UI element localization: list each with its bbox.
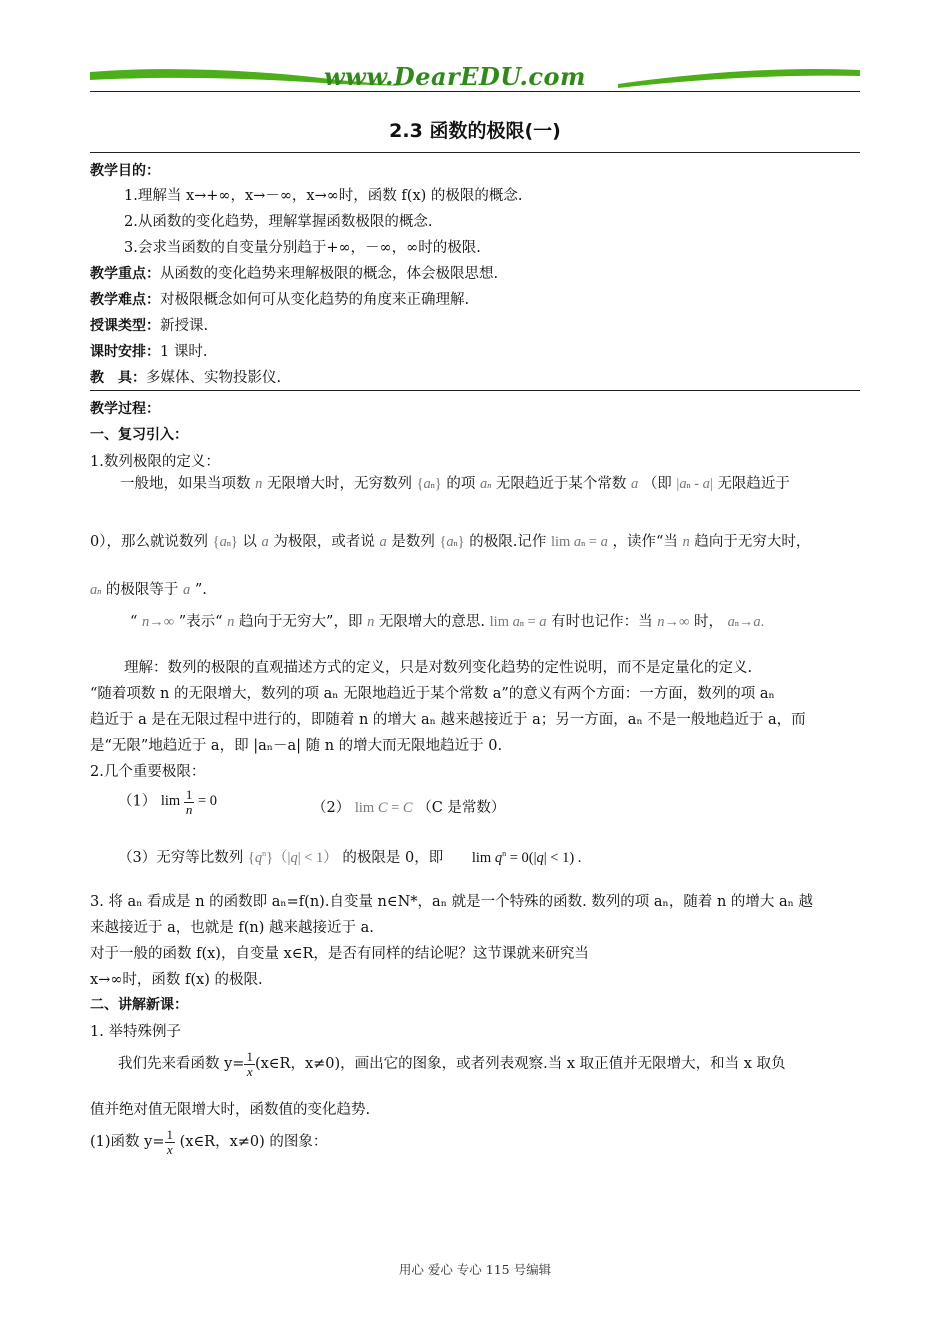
math-abs: |an - a| (676, 476, 713, 492)
meta-rule (90, 390, 860, 391)
definition-line (120, 472, 790, 493)
math-one-over-x: $\frac{1}{x}$ (166, 1127, 173, 1157)
meta-row (90, 366, 281, 387)
math-seq: {an} (416, 476, 442, 492)
goal-item: 1.理解当 x→+∞，x→－∞，x→∞时，函数 f(x) 的极限的概念. (124, 188, 523, 204)
math-lim: lim an = a (550, 534, 608, 550)
figure-caption (90, 1128, 327, 1156)
paragraph-line: “随着项数 n 的无限增大，数列的项 aₙ 无限地趋近于某个常数 a”的意义有两个方面：一方面，数列的项 aₙ (90, 686, 775, 702)
page-footer: 用心 爱心 专心 115 号编辑 (398, 1262, 552, 1277)
text: ”. (194, 582, 207, 598)
section-heading: 二、讲解新课： (90, 997, 188, 1013)
limit-2 (312, 796, 505, 817)
text: 无限增大时，无穷数列 (266, 476, 412, 492)
subheading: 2.几个重要极限： (90, 764, 206, 780)
math-a: a (182, 582, 191, 598)
meta-label: 教学重点： (90, 266, 160, 282)
text: 的极限是 0，即 (342, 850, 444, 866)
meta-row (90, 340, 207, 361)
text: （3）无穷等比数列 (118, 850, 244, 866)
page-title: 2.3 函数的极限(一) (389, 120, 561, 142)
paragraph-line: 来越接近于 a，也就是 f(n) 越来越接近于 a. (90, 920, 374, 936)
math-an-to-a: an→a. (727, 614, 765, 630)
text: “ (130, 614, 138, 630)
meta-text: 1 课时. (160, 344, 208, 360)
math-n: n (367, 614, 375, 630)
text: 的极限.记作 (469, 534, 547, 550)
paragraph-line: 对于一般的函数 f(x)，自变量 x∈R，是否有同样的结论呢？这节课就来研究当 (90, 946, 589, 962)
text: (1)函数 y= (90, 1134, 165, 1151)
meta-label: 授课类型： (90, 318, 160, 334)
math-an: an (90, 582, 102, 598)
meta-label: 教 具： (90, 370, 146, 386)
text: 0），那么就说数列 (90, 534, 208, 550)
meta-text: 多媒体、实物投影仪. (146, 370, 282, 386)
example-line: 值并绝对值无限增大时，函数值的变化趋势. (90, 1102, 371, 1118)
math-n: n (255, 476, 263, 492)
meta-label: 课时安排： (90, 344, 160, 360)
text: 无限趋近于某个常数 (495, 476, 627, 492)
definition-line (90, 578, 207, 599)
site-url: www.DearEDU.com (324, 62, 586, 91)
process-label: 教学过程： (90, 401, 160, 417)
text: 有时也记作：当 (551, 614, 653, 630)
title-rule (90, 152, 860, 153)
text: （2） (312, 800, 351, 816)
paragraph-line: 趋近于 a 是在无限过程中进行的，即随着 n 的增大 aₙ 越来越接近于 a；另一方面，aₙ 不是一般地趋近于 a，而 (90, 712, 806, 728)
goals-label: 教学目的： (90, 163, 160, 179)
math-a: a (379, 534, 387, 550)
text: 无限趋近于 (717, 476, 790, 492)
math-an: an (479, 476, 492, 492)
math-lim-c: lim C = C (354, 800, 413, 816)
math-n-to-inf: n→∞ (657, 614, 690, 630)
math-lim-qn: $\lim q^n = 0(|q| < 1)$ . (471, 849, 582, 866)
paragraph-line: x→∞时，函数 f(x) 的极限. (90, 972, 263, 988)
definition-line (90, 530, 810, 551)
math-geo-seq: $\{q^n\}(|q| < 1)$ (247, 849, 338, 866)
limit-1 (118, 788, 217, 816)
goal-item: 2.从函数的变化趋势，理解掌握函数极限的概念. (124, 214, 433, 230)
text: （即 (642, 476, 672, 492)
text: ”表示“ (178, 614, 223, 630)
section-heading: 一、复习引入： (90, 427, 188, 443)
subheading: 1.数列极限的定义： (90, 454, 220, 470)
meta-label: 教学难点： (90, 292, 160, 308)
meta-text: 从函数的变化趋势来理解极限的概念，体会极限思想. (160, 266, 499, 282)
math-seq: {an} (212, 534, 238, 550)
math-n-to-inf: n→∞ (142, 614, 175, 630)
text: 无限增大的意思. (378, 614, 486, 630)
meta-text: 对极限概念如何可从变化趋势的角度来正确理解. (160, 292, 470, 308)
note-line (130, 610, 764, 631)
text: 为极限，或者说 (273, 534, 375, 550)
text: 趋向于无穷大”，即 (239, 614, 363, 630)
math-one-over-x: $\frac{1}{x}$ (246, 1049, 253, 1079)
meta-row (90, 314, 208, 335)
text: 我们先来看函数 y= (118, 1056, 245, 1073)
math-a: a (630, 476, 639, 492)
text: （1） (118, 793, 157, 810)
text: 一般地，如果当项数 (120, 476, 251, 492)
text: 时， (693, 614, 723, 630)
math-lim: lim an = a (489, 614, 547, 630)
math-seq: {an} (439, 534, 465, 550)
text: ，读作“当 (612, 534, 678, 550)
math-n: n (227, 614, 235, 630)
example-line (118, 1050, 786, 1078)
text: (x∈R，x≠0)，画出它的图象，或者列表观察.当 x 取正值并无限增大，和当 x 取负 (254, 1056, 786, 1073)
text: 以 (242, 534, 257, 550)
math-lim-1-over-n: lim $\frac{1}{n}$ = 0 (160, 787, 217, 817)
meta-row (90, 288, 469, 309)
paragraph-line: 理解：数列的极限的直观描述方式的定义，只是对数列变化趋势的定性说明，而不是定量化的定义. (124, 660, 753, 676)
paragraph-line: 3. 将 aₙ 看成是 n 的函数即 aₙ=f(n).自变量 n∈N*，aₙ 就是一个特殊的函数. 数列的项 aₙ，随着 n 的增大 aₙ 越 (90, 894, 814, 910)
meta-text: 新授课. (160, 318, 209, 334)
math-n: n (682, 534, 690, 550)
text: 是数列 (391, 534, 435, 550)
math-a: a (261, 534, 269, 550)
text: 趋向于无穷大时， (694, 534, 811, 550)
text: 的极限等于 (105, 582, 179, 598)
text: （C 是常数） (417, 800, 506, 816)
paragraph-line: 是“无限”地趋近于 a，即 |aₙ－a| 随 n 的增大而无限地趋近于 0. (90, 738, 503, 754)
header-rule (90, 91, 860, 92)
subheading: 1. 举特殊例子 (90, 1024, 181, 1040)
limit-3 (118, 846, 581, 867)
text: (x∈R，x≠0) 的图象： (179, 1134, 328, 1151)
meta-row (90, 262, 498, 283)
text: 的项 (446, 476, 476, 492)
goal-item: 3.会求当函数的自变量分别趋于+∞，－∞，∞时的极限. (124, 240, 481, 256)
